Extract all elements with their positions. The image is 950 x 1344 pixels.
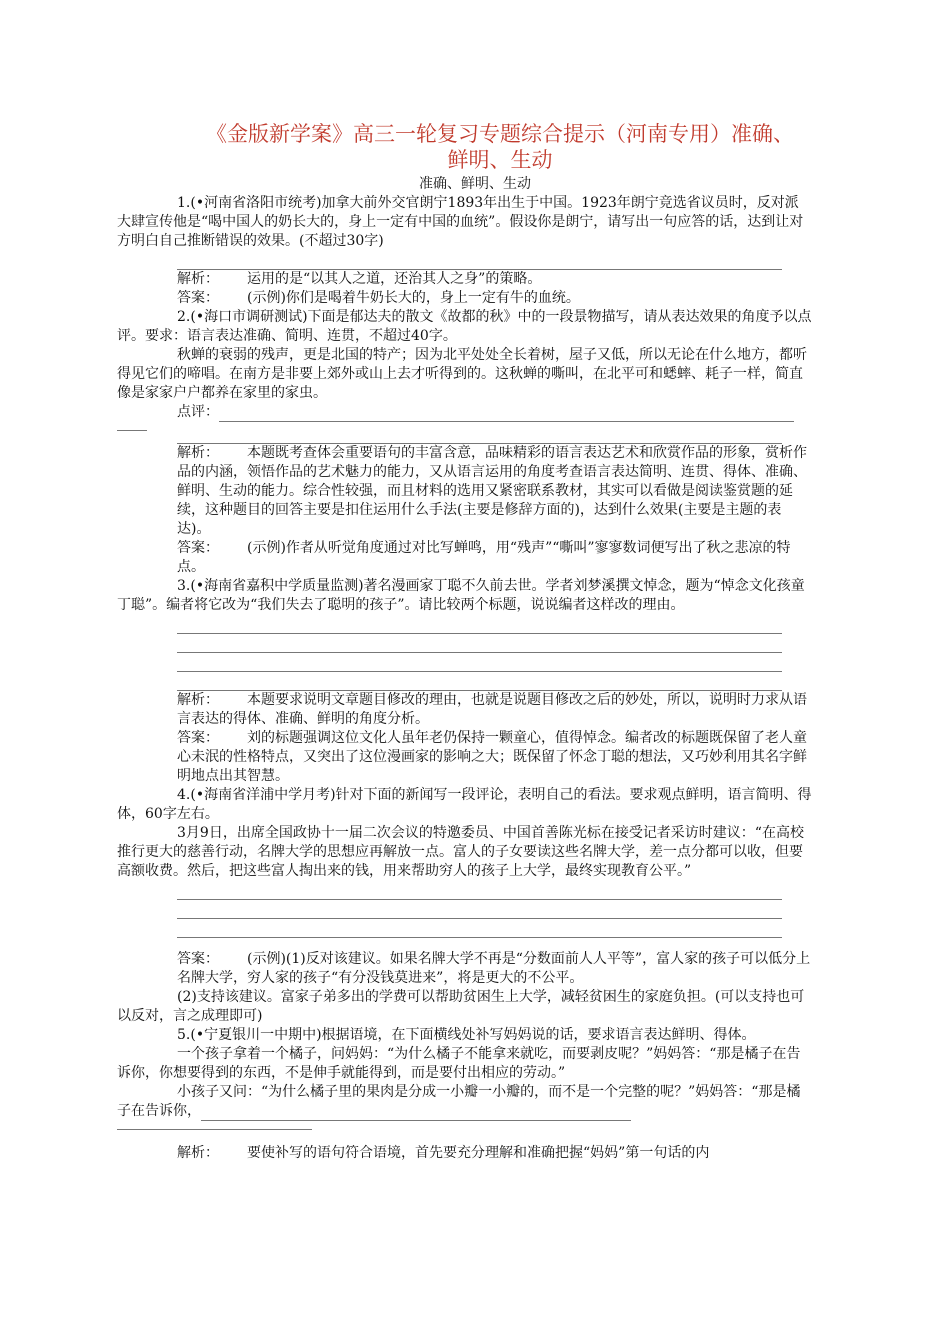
q2-answer: 答案： (示例)作者从听觉角度通过对比写蝉鸣，用“残声”“嘶叫”寥寥数词便写出了秋之悲凉的特点。	[177, 540, 791, 575]
answer-line	[177, 929, 782, 938]
answer-line	[177, 261, 782, 270]
answer-line	[117, 422, 147, 431]
q4-answer2: (2)支持该建议。富家子弟多出的学费可以帮助贫困生上大学，减轻贫困生的家庭负担。(可以支持也可以反对，言之成理即可)	[117, 989, 805, 1024]
q2-comment: 点评：	[117, 403, 812, 422]
q5-passage2: 小孩子又问：“为什么橘子里的果肉是分成一小瓣一小瓣的，而不是一个完整的呢？”妈妈答：“那是橘子在告诉你，	[117, 1084, 801, 1119]
q1-question: 1.(•河南省洛阳市统考)加拿大前外交官朗宁1893年出生于中国。1923年朗宁竞选省议员时，反对派大肆宣传他是“喝中国人的奶长大的，身上一定有中国的血统”。假设你是朗宁，请写出一句应答的话，达到让对方明白自己推断错误的效果。(不超过30字)	[117, 195, 804, 249]
answer-line	[177, 663, 782, 672]
answer-line	[177, 644, 782, 653]
document-title-line2: 鲜明、生动	[447, 148, 553, 172]
document-subtitle: 准确、鲜明、生动	[419, 176, 531, 192]
q5-question: 5.(•宁夏银川一中期中)根据语境，在下面横线处补写妈妈说的话，要求语言表达鲜明、得体。	[177, 1027, 756, 1043]
q5-passage1: 一个孩子拿着一个橘子，问妈妈：“为什么橘子不能拿来就吃，而要剥皮呢？”妈妈答：“那是橘子在告诉你，你想要得到的东西，不是伸手就能得到，而是要付出相应的劳动。”	[117, 1046, 801, 1081]
q1-analysis: 解析： 运用的是“以其人之道，还治其人之身”的策略。	[177, 271, 542, 287]
q2-question: 2.(•海口市调研测试)下面是郁达夫的散文《故都的秋》中的一段景物描写，请从表达效果的角度予以点评。要求：语言表达准确、简明、连贯，不超过40字。	[117, 309, 812, 344]
answer-line	[117, 1121, 312, 1130]
q4-question: 4.(•海南省洋浦中学月考)针对下面的新闻写一段评论，表明自己的看法。要求观点鲜明，语言简明、得体，60字左右。	[117, 787, 812, 822]
q2-analysis: 解析： 本题既考查体会重要语句的丰富含意，品味精彩的语言表达艺术和欣赏作品的形象，赏析作品的内涵，领悟作品的艺术魅力的能力，又从语言运用的角度考查语言表达简明、连贯、得体、准确、鲜明、生动的能力。综合性较强，而且材料的选用又紧密联系教材，其实可以看做是阅读鉴赏题的延续，这种题目的回答主要是扣住运用什么手法(主要是修辞方面的)，达到什么效果(主要是主题的表达)。	[177, 445, 807, 537]
q5-analysis: 解析： 要使补写的语句符合语境，首先要充分理解和准确把握“妈妈”第一句话的内	[177, 1145, 710, 1161]
q2-passage: 秋蝉的衰弱的残声，更是北国的特产；因为北平处处全长着树，屋子又低，所以无论在什么地方，都听得见它们的啼唱。在南方是非要上郊外或山上去才听得到的。这秋蝉的嘶叫，在北平可和蟋蟀、耗子一样，简直像是家家户户都养在家里的家虫。	[117, 347, 807, 401]
document-title-line1: 《金版新学案》高三一轮复习专题综合提示（河南专用）准确、	[206, 122, 794, 146]
answer-line	[177, 910, 782, 919]
q3-question: 3.(•海南省嘉积中学质量监测)著名漫画家丁聪不久前去世。学者刘梦溪撰文悼念，题为“悼念文化孩童丁聪”。编者将它改为“我们失去了聪明的孩子”。请比较两个标题，说说编者这样改的理由。	[117, 578, 805, 613]
q4-answer1: 答案： (示例)(1)反对该建议。如果名牌大学不再是“分数面前人人平等”，富人家的孩子可以低分上名牌大学，穷人家的孩子“有分没钱莫进来”，将是更大的不公平。	[177, 951, 811, 986]
answer-line	[177, 682, 782, 691]
answer-line	[177, 891, 782, 900]
document-body	[117, 194, 812, 1163]
q3-answer: 答案： 刘的标题强调这位文化人虽年老仍保持一颗童心，值得悼念。编者改的标题既保留了老人童心未泯的性格特点，又突出了这位漫画家的影响之大；既保留了怀念丁聪的想法，又巧妙利用其名字鲜明地点出其智慧。	[177, 730, 807, 784]
answer-line	[177, 625, 782, 634]
q1-answer: 答案： (示例)你们是喝着牛奶长大的，身上一定有牛的血统。	[177, 290, 580, 306]
q4-passage: 3月9日，出席全国政协十一届二次会议的特邀委员、中国首善陈光标在接受记者采访时建议：“在高校推行更大的慈善行动，名牌大学的思想应再解放一点。富人的子女要读这些名牌大学，差一点分都可以收，但要高额收费。然后，把这些富人掏出来的钱，用来帮助穷人的孩子上大学，最终实现教育公平。”	[117, 825, 804, 879]
q3-analysis: 解析： 本题要求说明文章题目修改的理由，也就是说题目修改之后的妙处，所以，说明时力求从语言表达的得体、准确、鲜明的角度分析。	[177, 692, 807, 727]
